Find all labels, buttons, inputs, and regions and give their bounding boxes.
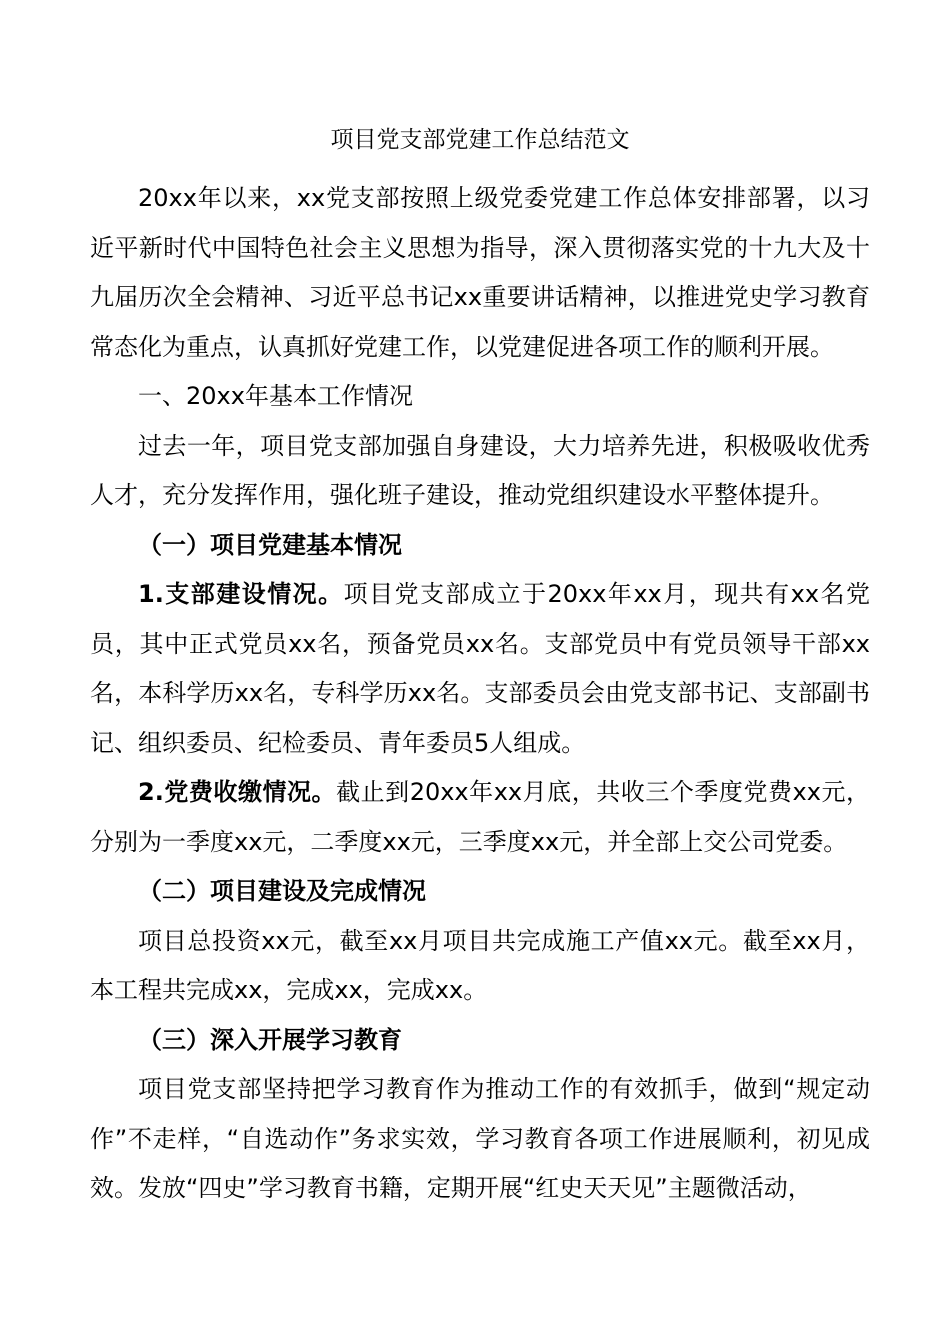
subsection-2-paragraph: 项目总投资xx元，截至xx月项目共完成施工产值xx元。截至xx月，本工程共完成xx，完成xx，完成xx。 [90, 926, 870, 1004]
item-2-paragraph [90, 768, 870, 867]
item-2-lead: 2.党费收缴情况。 [138, 778, 337, 806]
item-1-body: 项目党支部成立于20xx年xx月，现共有xx名党员，其中正式党员xx名，预备党员xx名。支部党员中有党员领导干部xx名，本科学历xx名，专科学历xx名。支部委员会由党支部书记、支部副书记、组织委员、纪检委员、青年委员5人组成。 [90, 580, 870, 757]
subsection-2-heading: （二）项目建设及完成情况 [138, 877, 426, 905]
item-1-lead: 1.支部建设情况。 [138, 580, 344, 608]
item-1-paragraph [90, 570, 870, 768]
subsection-3-heading: （三）深入开展学习教育 [138, 1025, 402, 1054]
item-2-body: 截止到20xx年xx月底，共收三个季度党费xx元，分别为一季度xx元，二季度xx元，三季度xx元，并全部上交公司党委。 [90, 778, 870, 856]
intro-paragraph: 20xx年以来，xx党支部按照上级党委党建工作总体安排部署，以习近平新时代中国特色社会主义思想为指导，深入贯彻落实党的十九大及十九届历次全会精神、习近平总书记xx重要讲话精神，以推进党史学习教育常态化为重点，认真抓好党建工作，以党建促进各项工作的顺利开展。 [90, 184, 870, 361]
section-1-heading: 一、20xx年基本工作情况 [138, 382, 413, 410]
document-title: 项目党支部党建工作总结范文 [330, 127, 630, 153]
section-1-overview: 过去一年，项目党支部加强自身建设，大力培养先进，积极吸收优秀人才，充分发挥作用，强化班子建设，推动党组织建设水平整体提升。 [90, 431, 870, 509]
subsection-1-heading: （一）项目党建基本情况 [138, 530, 402, 559]
document-page [90, 118, 870, 1214]
subsection-3-paragraph: 项目党支部坚持把学习教育作为推动工作的有效抓手，做到“规定动作”不走样，“自选动作”务求实效，学习教育各项工作进展顺利，初见成效。发放“四史”学习教育书籍，定期开展“红史天天见”主题微活动， [90, 1075, 870, 1202]
